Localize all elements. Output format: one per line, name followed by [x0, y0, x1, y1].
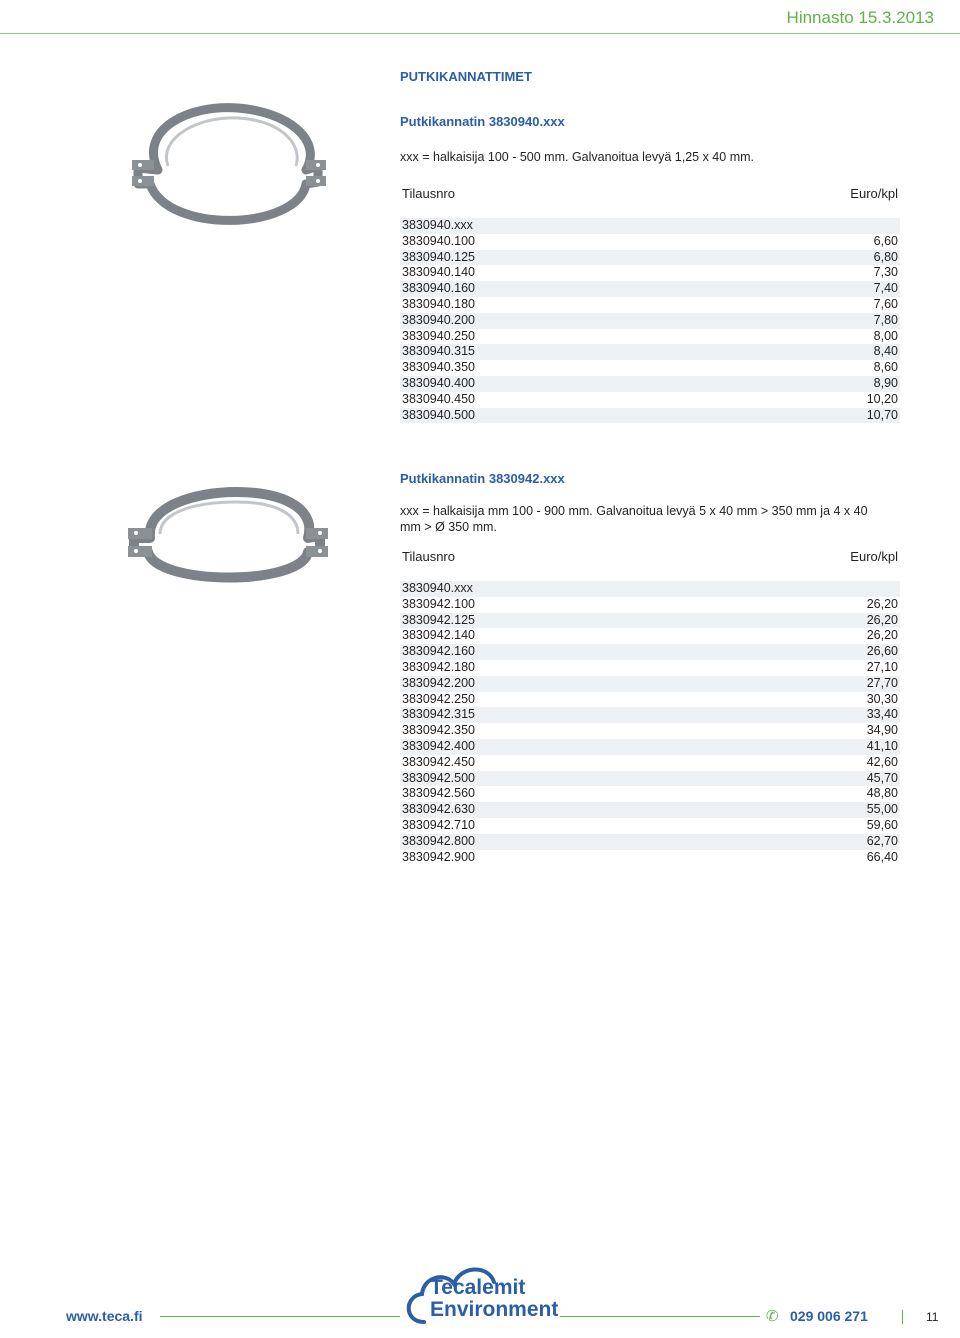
pipe-clamp-image-2 [126, 486, 330, 592]
table-row [400, 613, 900, 629]
table-row [400, 739, 900, 755]
table-row [400, 360, 900, 376]
row-price: 26,20 [866, 628, 898, 643]
pipe-clamp-image-1 [128, 100, 328, 240]
row-price: 26,20 [866, 596, 898, 611]
row-code: 3830942.350 [402, 723, 475, 738]
row-code: 3830942.100 [402, 596, 475, 611]
table-row [400, 786, 900, 802]
row-price: 27,10 [866, 659, 898, 674]
company-logo [402, 1262, 562, 1328]
row-code: 3830942.560 [402, 786, 475, 801]
row-code: 3830942.160 [402, 644, 475, 659]
page-header-title: Hinnasto 15.3.2013 [786, 8, 934, 27]
row-code: 3830942.125 [402, 612, 475, 627]
row-price: 6,80 [873, 249, 898, 264]
table-row [400, 692, 900, 708]
row-code: 3830940.400 [402, 375, 475, 390]
row-price: 8,60 [873, 360, 898, 375]
logo-text-line2: Environment [430, 1298, 559, 1321]
column-header-code: Tilausnro [402, 186, 455, 201]
row-code: 3830940.100 [402, 233, 475, 248]
row-code: 3830940.xxx [402, 218, 473, 232]
row-price: 34,90 [866, 723, 898, 738]
website-link[interactable]: www.teca.fi [66, 1308, 143, 1324]
row-code: 3830942.450 [402, 754, 475, 769]
row-price: 10,70 [866, 407, 898, 422]
row-price: 7,40 [873, 281, 898, 296]
product-title-1: Putkikannatin 3830940.xxx [400, 114, 565, 129]
price-table-1 [400, 218, 900, 423]
row-code: 3830942.180 [402, 659, 475, 674]
phone-icon: ✆ [766, 1308, 779, 1325]
row-price: 6,60 [873, 233, 898, 248]
table-row [400, 850, 900, 866]
phone-number[interactable]: 029 006 271 [790, 1308, 868, 1324]
row-price: 8,90 [873, 375, 898, 390]
table-row [400, 392, 900, 408]
row-price: 48,80 [866, 786, 898, 801]
row-price: 26,20 [866, 612, 898, 627]
table-row [400, 834, 900, 850]
product-title-2: Putkikannatin 3830942.xxx [400, 471, 565, 486]
page-number-divider [902, 1310, 903, 1324]
table-row [400, 234, 900, 250]
row-code: 3830942.800 [402, 833, 475, 848]
column-header-code: Tilausnro [402, 549, 455, 564]
row-price: 45,70 [866, 770, 898, 785]
row-code: 3830940.140 [402, 265, 475, 280]
row-price: 66,40 [866, 849, 898, 864]
table-row [400, 802, 900, 818]
row-price: 59,60 [866, 817, 898, 832]
table-row [400, 329, 900, 345]
table-row [400, 250, 900, 266]
row-code: 3830942.250 [402, 691, 475, 706]
column-header-price: Euro/kpl [850, 549, 898, 564]
row-code: 3830942.900 [402, 849, 475, 864]
row-price: 27,70 [866, 675, 898, 690]
row-price: 30,30 [866, 691, 898, 706]
row-code: 3830940.500 [402, 407, 475, 422]
table-row [400, 723, 900, 739]
row-code: 3830942.630 [402, 802, 475, 817]
row-price: 10,20 [866, 391, 898, 406]
row-price: 41,10 [866, 738, 898, 753]
row-code: 3830942.400 [402, 738, 475, 753]
row-price: 8,40 [873, 344, 898, 359]
table-row [400, 818, 900, 834]
table-row [400, 597, 900, 613]
row-code: 3830942.500 [402, 770, 475, 785]
row-code: 3830940.350 [402, 360, 475, 375]
row-price: 7,80 [873, 312, 898, 327]
row-code: 3830942.200 [402, 675, 475, 690]
footer-divider-left [160, 1316, 400, 1317]
row-price: 42,60 [866, 754, 898, 769]
table-row [400, 581, 900, 597]
table-row [400, 376, 900, 392]
price-table-2 [400, 581, 900, 865]
table-header-1 [400, 186, 900, 206]
header-divider [0, 33, 960, 34]
table-row [400, 313, 900, 329]
row-code: 3830940.200 [402, 312, 475, 327]
page-number: 11 [926, 1310, 939, 1324]
table-row [400, 344, 900, 360]
row-code: 3830940.250 [402, 328, 475, 343]
row-price: 33,40 [866, 707, 898, 722]
logo-text-line1: Tecalemit [430, 1276, 526, 1299]
table-row [400, 218, 900, 234]
row-code: 3830940.180 [402, 296, 475, 311]
row-code: 3830942.710 [402, 817, 475, 832]
table-row [400, 644, 900, 660]
product-description-1: xxx = halkaisija 100 - 500 mm. Galvanoitua levyä 1,25 x 40 mm. [400, 150, 754, 164]
table-row [400, 281, 900, 297]
table-row [400, 755, 900, 771]
table-row [400, 707, 900, 723]
table-row [400, 408, 900, 424]
row-code: 3830942.315 [402, 707, 475, 722]
row-code: 3830940.xxx [402, 581, 473, 595]
table-row [400, 676, 900, 692]
row-code: 3830942.140 [402, 628, 475, 643]
table-row [400, 771, 900, 787]
row-price: 62,70 [866, 833, 898, 848]
row-code: 3830940.125 [402, 249, 475, 264]
footer-divider-right [560, 1316, 760, 1317]
row-price: 55,00 [866, 802, 898, 817]
table-row [400, 660, 900, 676]
row-price: 26,60 [866, 644, 898, 659]
section-title: PUTKIKANNATTIMET [400, 69, 532, 84]
table-header-2 [400, 549, 900, 569]
table-row [400, 265, 900, 281]
row-price: 8,00 [873, 328, 898, 343]
table-row [400, 628, 900, 644]
row-price: 7,30 [873, 265, 898, 280]
row-price: 7,60 [873, 296, 898, 311]
column-header-price: Euro/kpl [850, 186, 898, 201]
product-description-2: xxx = halkaisija mm 100 - 900 mm. Galvanoitua levyä 5 x 40 mm > 350 mm ja 4 x 40 mm > Ø 350 mm. [400, 504, 868, 534]
table-row [400, 297, 900, 313]
row-code: 3830940.450 [402, 391, 475, 406]
row-code: 3830940.160 [402, 281, 475, 296]
row-code: 3830940.315 [402, 344, 475, 359]
